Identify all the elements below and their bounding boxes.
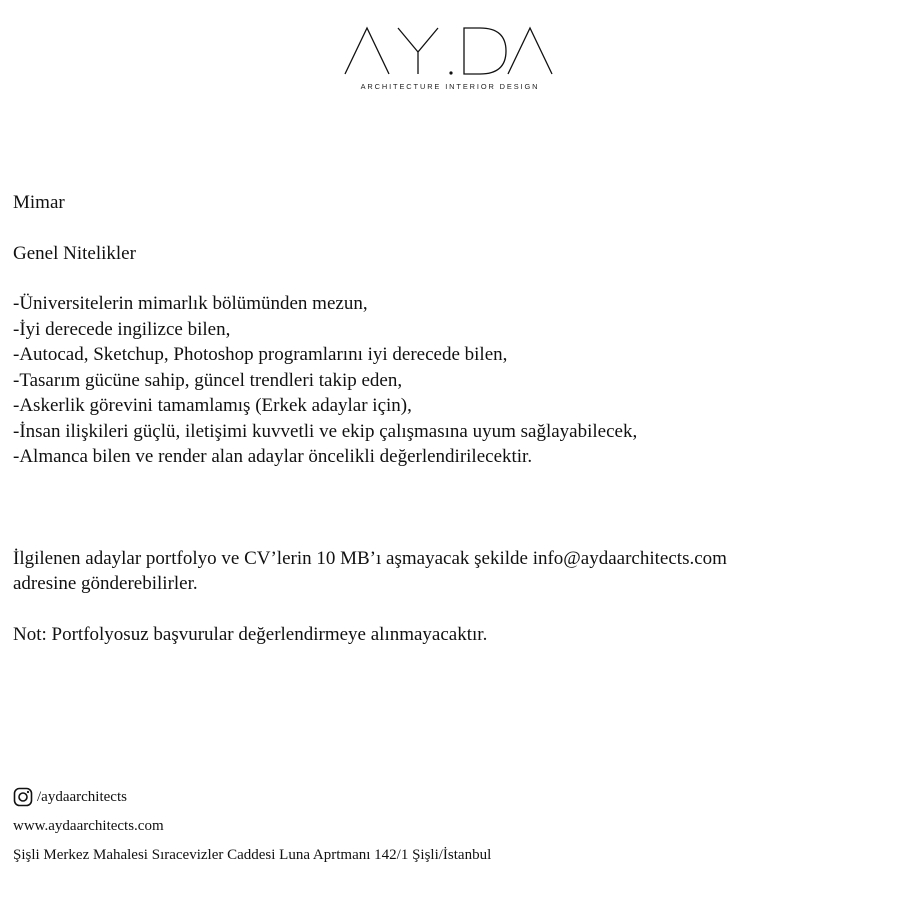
requirement-item: -Almanca bilen ve render alan adaylar öncelikli değerlendirilecektir. bbox=[13, 446, 533, 467]
section-heading: Genel Nitelikler bbox=[13, 242, 136, 264]
footer bbox=[13, 787, 491, 874]
requirements-list bbox=[13, 291, 883, 470]
application-note: Not: Portfolyosuz başvurular değerlendirmeye alınmayacaktır. bbox=[13, 623, 488, 645]
requirement-item: -Askerlik görevini tamamlamış (Erkek adaylar için), bbox=[13, 395, 412, 416]
requirement-item: -Autocad, Sketchup, Photoshop programlarını iyi derecede bilen, bbox=[13, 344, 508, 365]
website-link[interactable]: www.aydaarchitects.com bbox=[13, 818, 164, 834]
job-posting bbox=[13, 190, 883, 647]
logo-mark bbox=[340, 22, 560, 78]
requirement-item: -Tasarım gücüne sahip, güncel trendleri takip eden, bbox=[13, 369, 403, 391]
application-line-1: İlgilenen adaylar portfolyo ve CV’lerin 10 MB’ı aşmayacak şekilde info@aydaarchitects.com bbox=[13, 547, 727, 569]
requirement-item: -İnsan ilişkileri güçlü, iletişimi kuvvetli ve ekip çalışmasına uyum sağlayabilecek, bbox=[13, 420, 638, 442]
company-logo bbox=[340, 22, 560, 94]
instagram-handle: /aydaarchitects bbox=[37, 789, 127, 805]
job-title: Mimar bbox=[13, 192, 65, 213]
application-line-2: adresine gönderebilirler. bbox=[13, 573, 198, 594]
office-address: Şişli Merkez Mahalesi Sıracevizler Caddesi Luna Aprtmanı 142/1 Şişli/İstanbul bbox=[13, 847, 492, 863]
application-instructions bbox=[13, 546, 883, 597]
instagram-icon bbox=[13, 787, 33, 807]
logo-tagline: ARCHITECTURE INTERIOR DESIGN bbox=[360, 82, 540, 91]
requirement-item: -İyi derecede ingilizce bilen, bbox=[13, 318, 231, 340]
instagram-link[interactable] bbox=[13, 787, 491, 807]
requirement-item: -Üniversitelerin mimarlık bölümünden mezun, bbox=[13, 293, 368, 314]
